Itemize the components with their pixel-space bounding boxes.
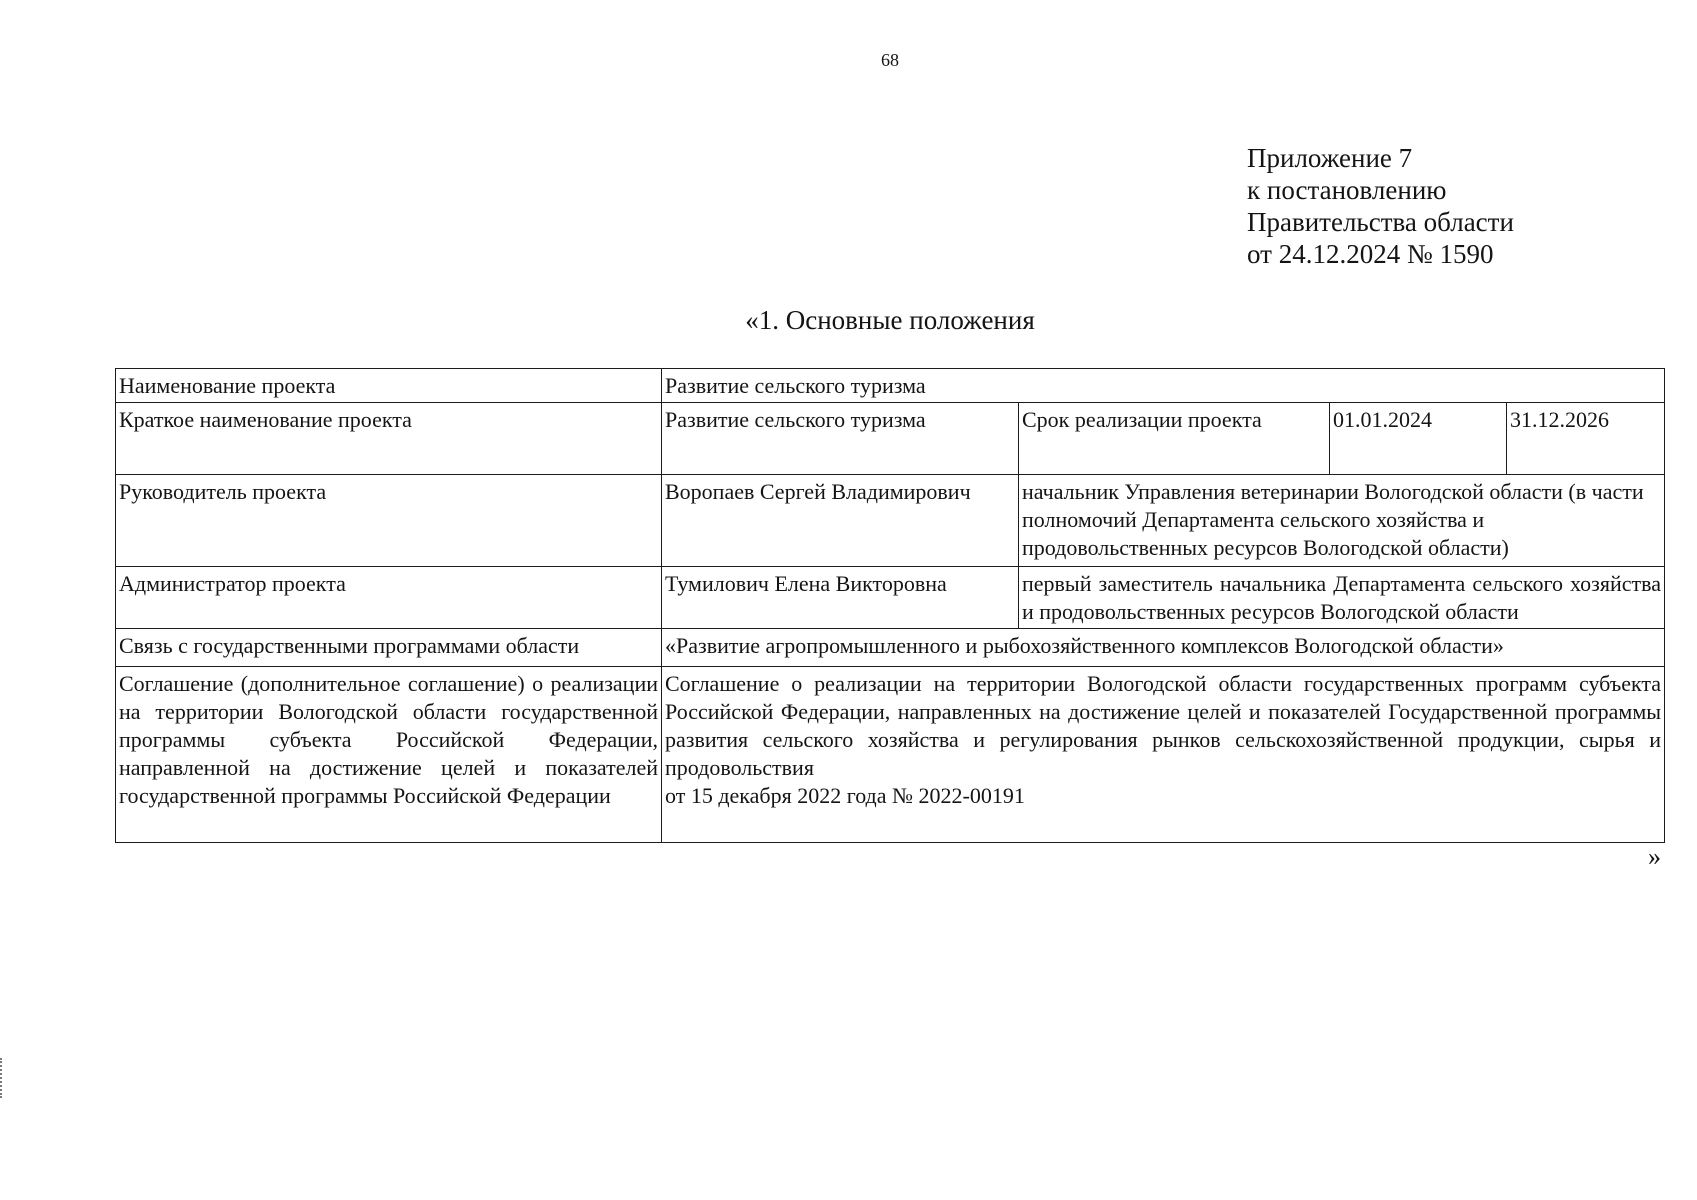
program-link-label: Связь с государственными программами области [116,629,662,667]
appendix-line-1: Приложение 7 [1247,143,1413,173]
project-admin-label: Администратор проекта [116,567,662,629]
agreement-label: Соглашение (дополнительное соглашение) о реализации на территории Вологодской области государственной программы субъекта Российской Федерации, направленной на достижение целей и показателей государственной программы Российской Федерации [116,667,662,843]
closing-quote: » [1648,842,1661,871]
short-name-label: Краткое наименование проекта [116,403,662,475]
appendix-line-4: от 24.12.2024 № 1590 [1247,239,1494,269]
section-title: «1. Основные положения [745,305,1035,335]
project-admin-name: Тумилович Елена Викторовна [662,567,1019,629]
table-row [116,629,1665,667]
project-table [115,368,1665,843]
agreement-date-number: от 15 декабря 2022 года № 2022-00191 [665,783,1025,808]
project-name-label: Наименование проекта [116,369,662,403]
project-admin-position: первый заместитель начальника Департамента сельского хозяйства и продовольственных ресурсов Вологодской области [1019,567,1665,629]
short-name-value: Развитие сельского туризма [662,403,1019,475]
appendix-line-3: Правительства области [1247,207,1514,237]
table-row [116,369,1665,403]
project-head-position: начальник Управления ветеринарии Вологодской области (в части полномочий Департамента сельского хозяйства и продовольственных ресурсов Вологодской области) [1019,475,1665,567]
scan-margin-marks [0,1058,5,1098]
start-date: 01.01.2024 [1330,403,1507,475]
end-date: 31.12.2026 [1507,403,1665,475]
agreement-cell [662,667,1665,843]
project-head-label: Руководитель проекта [116,475,662,567]
project-name-value: Развитие сельского туризма [662,369,1665,403]
table-row [116,567,1665,629]
program-link-value: «Развитие агропромышленного и рыбохозяйственного комплексов Вологодской области» [662,629,1665,667]
term-label: Срок реализации проекта [1019,403,1330,475]
appendix-line-2: к постановлению [1247,175,1447,205]
table-row [116,403,1665,475]
agreement-value: Соглашение о реализации на территории Вологодской области государственных программ субъекта Российской Федерации, направленных на достижение целей и показателей Государственной программы развития сельского хозяйства и регулирования рынков сельскохозяйственной продукции, сырья и продовольствия [665,671,1662,780]
page-number: 68 [881,50,899,70]
project-head-name: Воропаев Сергей Владимирович [662,475,1019,567]
appendix-block [1247,142,1514,270]
table-row [116,667,1665,843]
table-row [116,475,1665,567]
